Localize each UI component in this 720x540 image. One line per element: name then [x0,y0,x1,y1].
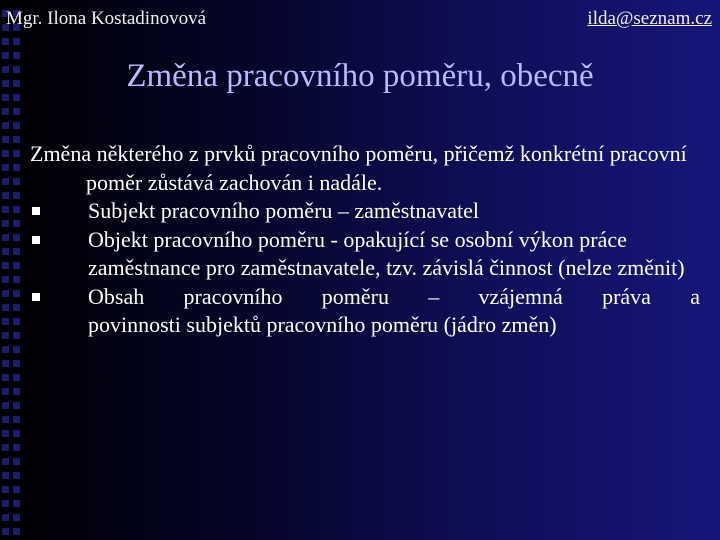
decor-square [2,444,9,451]
decor-square [2,262,9,269]
intro-paragraph: Změna některého z prvků pracovního poměru, přičemž konkrétní pracovní poměr zůstává zachován i nadále. [30,141,687,195]
decor-square [13,416,20,423]
decor-square [13,388,20,395]
decor-square [13,94,20,101]
decor-square [13,220,20,227]
decor-square [2,346,9,353]
decor-square [2,486,9,493]
decor-square [2,248,9,255]
decor-square [2,360,9,367]
decor-square [2,164,9,171]
decor-square [13,234,20,241]
list-item-text-line-2: povinnosti subjektů pracovního poměru (jádro změn) [88,312,557,337]
decor-square [13,444,20,451]
list-item-text: Objekt pracovního poměru - opakující se osobní výkon práce zaměstnance pro zaměstnavatele, tzv. závislá činnost (nelze změnit) [88,226,685,280]
decor-square [2,94,9,101]
decor-square [13,472,20,479]
decor-square [2,38,9,45]
decor-square [2,458,9,465]
decor-square [13,486,20,493]
decor-square [13,304,20,311]
decor-square [13,108,20,115]
decor-square [13,360,20,367]
decor-square [2,374,9,381]
decor-square [2,206,9,213]
square-bullet-icon [32,236,40,244]
decor-square [13,458,20,465]
decor-square [2,178,9,185]
decor-square [13,500,20,507]
decor-square [13,276,20,283]
decor-square [13,178,20,185]
decor-square [13,192,20,199]
email-link[interactable]: ilda@seznam.cz [587,8,712,29]
decor-square [2,234,9,241]
decor-square [2,472,9,479]
decor-square [2,416,9,423]
decor-square [2,136,9,143]
decor-square [2,220,9,227]
author-name: Mgr. Ilona Kostadinovová [6,8,207,29]
decor-square [2,514,9,521]
decor-square [13,248,20,255]
list-item-text-line-1: Obsah pracovního poměru – vzájemná práva a [88,283,700,309]
slide-title: Změna pracovního poměru, obecně [126,58,594,94]
decor-square [13,290,20,297]
decor-square [13,430,20,437]
decor-square [13,122,20,129]
list-item-text: Subjekt pracovního poměru – zaměstnavatel [88,198,479,223]
decor-square [13,38,20,45]
square-bullet-icon [32,293,40,301]
decor-square [13,402,20,409]
decor-square [13,164,20,171]
decor-square [2,388,9,395]
decor-square [13,514,20,521]
decor-square [2,332,9,339]
decor-square [2,318,9,325]
decor-square [13,136,20,143]
list-item [30,197,700,226]
decor-square [2,150,9,157]
decor-square [13,150,20,157]
decor-square [13,528,20,535]
decor-square [13,262,20,269]
decor-square [13,346,20,353]
list-item [30,226,700,283]
decor-square [2,192,9,199]
decor-square [2,122,9,129]
decor-square [13,374,20,381]
decor-square [2,500,9,507]
square-bullet-icon [32,207,40,215]
decor-square [2,402,9,409]
decor-square [13,332,20,339]
slide-content [30,140,700,340]
decor-square [2,290,9,297]
decor-square [13,206,20,213]
decor-square [2,276,9,283]
decor-square [13,318,20,325]
decor-square [2,108,9,115]
decor-square [2,528,9,535]
decor-square [2,304,9,311]
decor-square [2,430,9,437]
list-item [30,283,700,340]
